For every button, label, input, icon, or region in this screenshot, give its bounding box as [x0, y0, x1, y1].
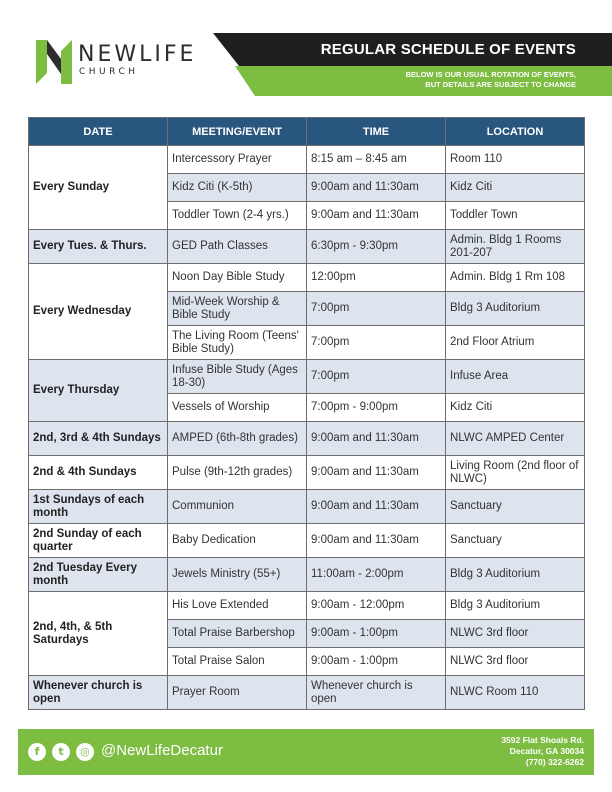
- table-row: [29, 230, 585, 264]
- event-cell: Jewels Ministry (55+): [168, 558, 307, 592]
- time-cell: 8:15 am – 8:45 am: [307, 146, 446, 174]
- time-cell: 9:00am - 12:00pm: [307, 592, 446, 620]
- time-cell: 9:00am and 11:30am: [307, 174, 446, 202]
- table-row: [29, 456, 585, 490]
- address-line-2: Decatur, GA 30034: [509, 746, 584, 756]
- subtitle-line-2: BUT DETAILS ARE SUBJECT TO CHANGE: [425, 80, 576, 89]
- instagram-icon[interactable]: ◎: [76, 743, 94, 761]
- time-cell: 9:00am and 11:30am: [307, 524, 446, 558]
- brand-sub: CHURCH: [79, 67, 139, 77]
- location-cell: Admin. Bldg 1 Rm 108: [446, 264, 585, 292]
- event-cell: Vessels of Worship: [168, 394, 307, 422]
- location-cell: 2nd Floor Atrium: [446, 326, 585, 360]
- location-cell: NLWC 3rd floor: [446, 648, 585, 676]
- header-event: MEETING/EVENT: [168, 118, 307, 146]
- time-cell: Whenever church is open: [307, 676, 446, 710]
- location-cell: Bldg 3 Auditorium: [446, 592, 585, 620]
- twitter-icon[interactable]: t: [52, 743, 70, 761]
- event-cell: Total Praise Salon: [168, 648, 307, 676]
- date-cell: Every Sunday: [29, 146, 168, 230]
- date-cell: Every Thursday: [29, 360, 168, 422]
- table-row: [29, 524, 585, 558]
- event-cell: AMPED (6th-8th grades): [168, 422, 307, 456]
- location-cell: Room 110: [446, 146, 585, 174]
- date-cell: Every Tues. & Thurs.: [29, 230, 168, 264]
- event-cell: Communion: [168, 490, 307, 524]
- event-cell: Kidz Citi (K-5th): [168, 174, 307, 202]
- header-time: TIME: [307, 118, 446, 146]
- location-cell: NLWC AMPED Center: [446, 422, 585, 456]
- location-cell: Bldg 3 Auditorium: [446, 558, 585, 592]
- page-title: REGULAR SCHEDULE OF EVENTS: [320, 41, 576, 58]
- location-cell: Sanctuary: [446, 490, 585, 524]
- event-cell: His Love Extended: [168, 592, 307, 620]
- table-row: [29, 146, 585, 174]
- date-cell: 2nd, 4th, & 5th Saturdays: [29, 592, 168, 676]
- date-cell: 1st Sundays of each month: [29, 490, 168, 524]
- event-cell: GED Path Classes: [168, 230, 307, 264]
- time-cell: 7:00pm - 9:00pm: [307, 394, 446, 422]
- location-cell: Living Room (2nd floor of NLWC): [446, 456, 585, 490]
- time-cell: 7:00pm: [307, 292, 446, 326]
- location-cell: NLWC Room 110: [446, 676, 585, 710]
- time-cell: 7:00pm: [307, 360, 446, 394]
- time-cell: 9:00am - 1:00pm: [307, 620, 446, 648]
- table-row: [29, 558, 585, 592]
- time-cell: 9:00am and 11:30am: [307, 490, 446, 524]
- event-cell: Toddler Town (2-4 yrs.): [168, 202, 307, 230]
- event-cell: Mid-Week Worship & Bible Study: [168, 292, 307, 326]
- event-cell: Prayer Room: [168, 676, 307, 710]
- table-row: [29, 360, 585, 394]
- event-cell: Noon Day Bible Study: [168, 264, 307, 292]
- location-cell: Kidz Citi: [446, 394, 585, 422]
- location-cell: NLWC 3rd floor: [446, 620, 585, 648]
- event-cell: Baby Dedication: [168, 524, 307, 558]
- brand: [78, 43, 196, 77]
- phone-number: (770) 322-6262: [525, 757, 584, 767]
- event-cell: Pulse (9th-12th grades): [168, 456, 307, 490]
- date-cell: 2nd, 3rd & 4th Sundays: [29, 422, 168, 456]
- location-cell: Kidz Citi: [446, 174, 585, 202]
- table-row: [29, 592, 585, 620]
- header-location: LOCATION: [446, 118, 585, 146]
- table-header-row: [29, 118, 585, 146]
- time-cell: 9:00am and 11:30am: [307, 422, 446, 456]
- date-cell: 2nd Tuesday Every month: [29, 558, 168, 592]
- table-row: [29, 490, 585, 524]
- event-cell: The Living Room (Teens' Bible Study): [168, 326, 307, 360]
- time-cell: 6:30pm - 9:30pm: [307, 230, 446, 264]
- location-cell: Bldg 3 Auditorium: [446, 292, 585, 326]
- date-cell: Whenever church is open: [29, 676, 168, 710]
- event-cell: Intercessory Prayer: [168, 146, 307, 174]
- table-row: [29, 676, 585, 710]
- footer-bar: [18, 729, 594, 775]
- location-cell: Infuse Area: [446, 360, 585, 394]
- date-cell: Every Wednesday: [29, 264, 168, 360]
- address-block: [501, 735, 584, 768]
- date-cell: 2nd & 4th Sundays: [29, 456, 168, 490]
- schedule-table: [28, 117, 585, 710]
- location-cell: Sanctuary: [446, 524, 585, 558]
- social-handle[interactable]: @NewLifeDecatur: [101, 742, 223, 759]
- event-cell: Infuse Bible Study (Ages 18-30): [168, 360, 307, 394]
- time-cell: 9:00am - 1:00pm: [307, 648, 446, 676]
- location-cell: Admin. Bldg 1 Rooms 201-207: [446, 230, 585, 264]
- time-cell: 9:00am and 11:30am: [307, 202, 446, 230]
- page-subtitle: [406, 70, 576, 90]
- header-date: DATE: [29, 118, 168, 146]
- table-row: [29, 264, 585, 292]
- subtitle-line-1: BELOW IS OUR USUAL ROTATION OF EVENTS,: [405, 70, 576, 79]
- table-row: [29, 422, 585, 456]
- time-cell: 12:00pm: [307, 264, 446, 292]
- date-cell: 2nd Sunday of each quarter: [29, 524, 168, 558]
- time-cell: 7:00pm: [307, 326, 446, 360]
- location-cell: Toddler Town: [446, 202, 585, 230]
- address-line-1: 3592 Flat Shoals Rd.: [501, 735, 584, 745]
- church-logo-icon: [36, 40, 72, 84]
- event-cell: Total Praise Barbershop: [168, 620, 307, 648]
- facebook-icon[interactable]: f: [28, 743, 46, 761]
- time-cell: 11:00am - 2:00pm: [307, 558, 446, 592]
- brand-name: NEWLIFE: [78, 42, 197, 67]
- time-cell: 9:00am and 11:30am: [307, 456, 446, 490]
